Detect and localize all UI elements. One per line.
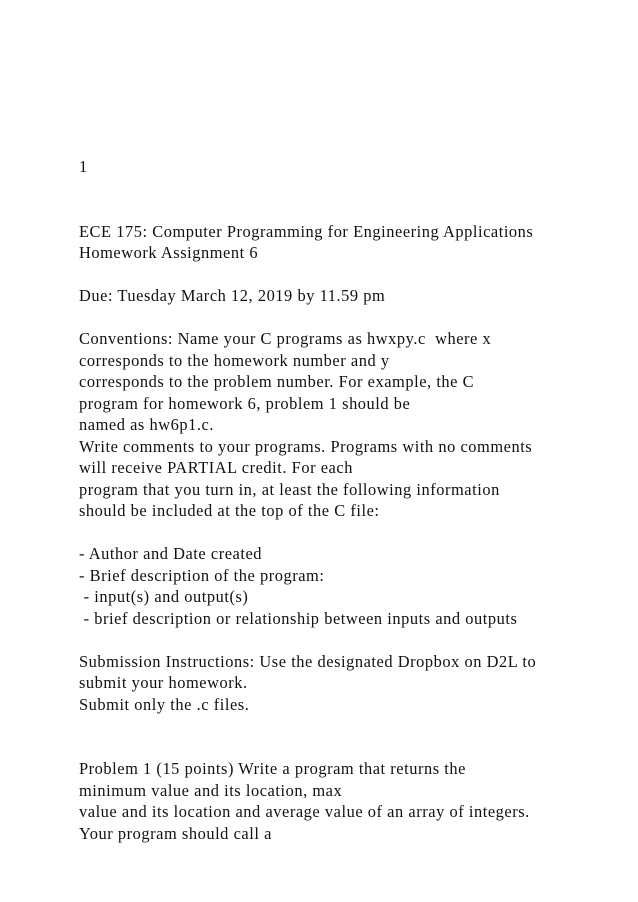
text-line: Conventions: Name your C programs as hwxpy.c where x: [79, 329, 492, 348]
text-line: Problem 1 (15 points) Write a program that returns the: [79, 759, 466, 778]
spacer: [79, 178, 599, 221]
list-item: - input(s) and output(s): [79, 587, 249, 606]
assignment-title: Homework Assignment 6: [79, 243, 259, 262]
spacer: [79, 715, 599, 758]
list-item: - Author and Date created: [79, 544, 263, 563]
conventions-section: [79, 328, 599, 522]
text-line: should be included at the top of the C file:: [79, 501, 380, 520]
text-line: Write comments to your programs. Programs with no comments: [79, 436, 533, 456]
text-line: Your program should call a: [79, 823, 272, 843]
spacer: [79, 264, 599, 286]
submission-section: [79, 651, 599, 716]
spacer: [79, 629, 599, 651]
requirements-list: [79, 543, 599, 629]
problem-1-section: [79, 758, 599, 844]
text-line: minimum value and its location, max: [79, 780, 343, 800]
text-line: corresponds to the homework number and y: [79, 350, 390, 370]
spacer: [79, 307, 599, 329]
text-line: submit your homework.: [79, 673, 248, 692]
text-line: corresponds to the problem number. For example, the C: [79, 372, 475, 391]
text-line: value and its location and average value of an array of integers.: [79, 802, 530, 821]
course-title: ECE 175: Computer Programming for Engineering Applications: [79, 221, 534, 241]
due-date: Due: Tuesday March 12, 2019 by 11.59 pm: [79, 286, 386, 305]
text-line: named as hw6p1.c.: [79, 415, 214, 434]
text-line: will receive PARTIAL credit. For each: [79, 458, 353, 477]
document-header: [79, 221, 599, 264]
spacer: [79, 522, 599, 544]
page-number: 1: [79, 157, 88, 176]
list-item: - brief description or relationship between inputs and outputs: [79, 608, 518, 628]
text-line: program that you turn in, at least the following information: [79, 479, 500, 499]
text-line: Submit only the .c files.: [79, 694, 250, 714]
text-line: Submission Instructions: Use the designated Dropbox on D2L to: [79, 651, 537, 671]
text-line: program for homework 6, problem 1 should be: [79, 393, 411, 413]
list-item: - Brief description of the program:: [79, 565, 325, 585]
document-body: [79, 156, 599, 844]
